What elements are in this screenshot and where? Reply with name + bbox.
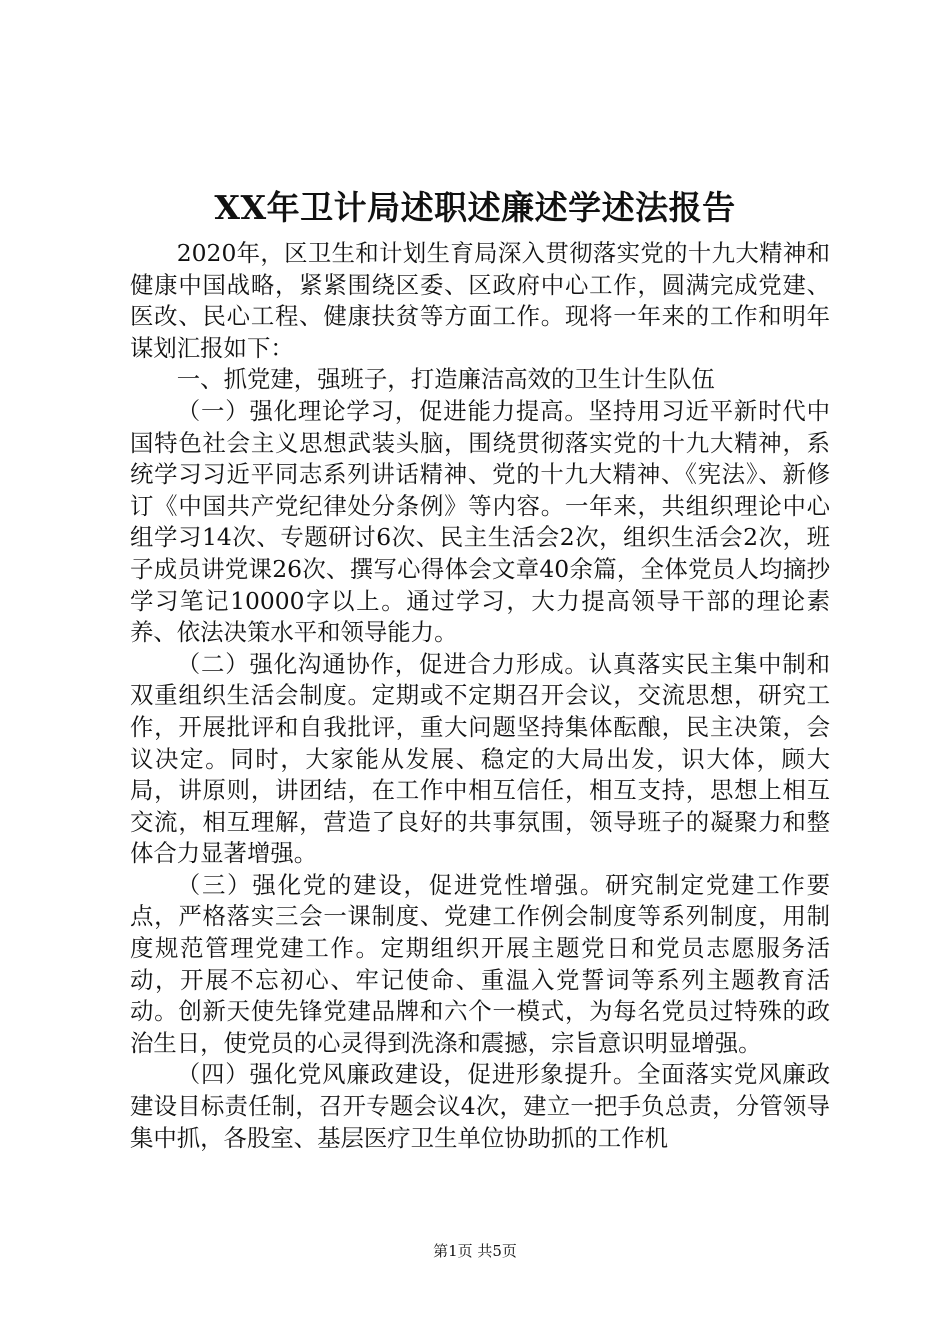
intro-paragraph: 2020年，区卫生和计划生育局深入贯彻落实党的十九大精神和健康中国战略，紧紧围绕区委、区政府中心工作，圆满完成党建、医改、民心工程、健康扶贫等方面工作。现将一年来的工作和明年谋划汇报如下： (130, 239, 830, 362)
paragraph-theory-study: （一）强化理论学习，促进能力提高。坚持用习近平新时代中国特色社会主义思想武装头脑，围绕贯彻落实党的十九大精神，系统学习习近平同志系列讲话精神、党的十九大精神、《宪法》、新修订《中国共产党纪律处分条例》等内容。一年来，共组织理论中心组学习14次、专题研讨6次、民主生活会2次，组织生活会2次，班子成员讲党课26次、撰写心得体会文章40余篇，全体党员人均摘抄学习笔记10000字以上。通过学习，大力提高领导干部的理论素养、依法决策水平和领导能力。 (130, 396, 830, 647)
document-body (130, 238, 830, 1154)
page-footer: 第1页 共5页 (433, 1242, 517, 1260)
paragraph-party-building: （三）强化党的建设，促进党性增强。研究制定党建工作要点，严格落实三会一课制度、党建工作例会制度等系列制度，用制度规范管理党建工作。定期组织开展主题党日和党员志愿服务活动，开展不忘初心、牢记使命、重温入党誓词等系列主题教育活动。创新天使先锋党建品牌和六个一模式，为每名党员过特殊的政治生日，使党员的心灵得到洗涤和震撼，宗旨意识明显增强。 (130, 870, 830, 1057)
paragraph-integrity: （四）强化党风廉政建设，促进形象提升。全面落实党风廉政建设目标责任制，召开专题会议4次，建立一把手负总责，分管领导集中抓，各股室、基层医疗卫生单位协助抓的工作机 (130, 1060, 830, 1152)
document-title: XX年卫计局述职述廉述学述法报告 (214, 188, 736, 227)
section-heading: 一、抓党建，强班子，打造廉洁高效的卫生计生队伍 (176, 365, 715, 394)
paragraph-communication: （二）强化沟通协作，促进合力形成。认真落实民主集中制和双重组织生活会制度。定期或不定期召开会议，交流思想，研究工作，开展批评和自我批评，重大问题坚持集体酝酿，民主决策，会议决定。同时，大家能从发展、稳定的大局出发，识大体，顾大局，讲原则，讲团结，在工作中相互信任，相互支持，思想上相互交流，相互理解，营造了良好的共事氛围，领导班子的凝聚力和整体合力显著增强。 (130, 649, 830, 868)
